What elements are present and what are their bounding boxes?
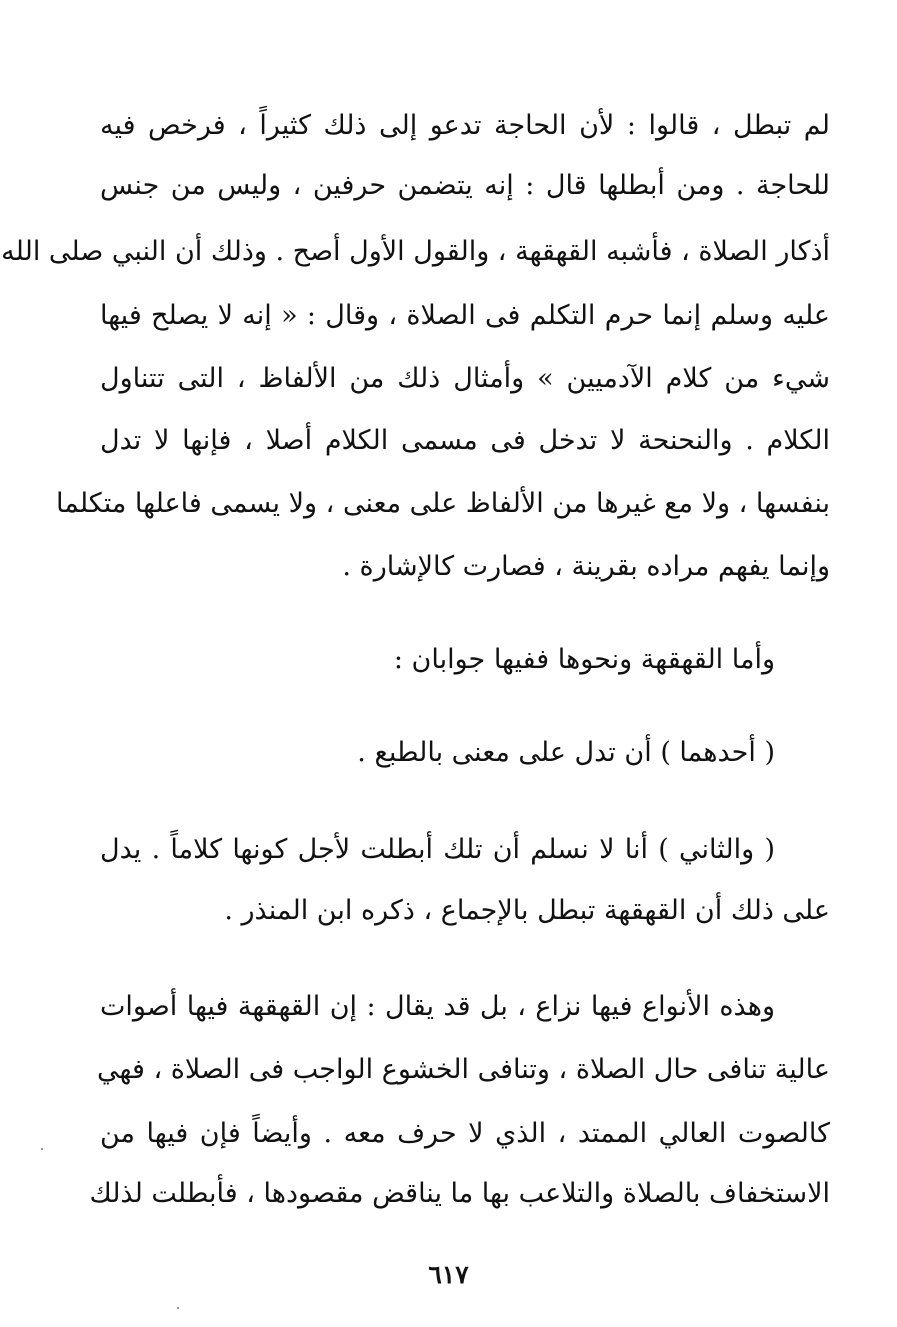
text-line: بنفسها ، ولا مع غيرها من الألفاظ على معنى ، ولا يسمى فاعلها متكلما (56, 488, 830, 519)
second-answer-continuation: على ذلك أن القهقهة تبطل بالإجماع ، ذكره ابن المنذر . (224, 895, 830, 926)
paragraph-end-line: وإنما يفهم مراده بقرينة ، فصارت كالإشارة . (342, 551, 830, 582)
page-number: ٦١٧ (428, 1260, 469, 1289)
text-line: لم تبطل ، قالوا : لأن الحاجة تدعو إلى ذلك كثيراً ، فرخص فيه (100, 110, 830, 141)
body-text (1, 0, 830, 1240)
text-line: الاستخفاف بالصلاة والتلاعب بها ما يناقض مقصودها ، فأبطلت لذلك (89, 1178, 830, 1209)
text-line: عالية تنافى حال الصلاة ، وتنافى الخشوع الواجب فى الصلاة ، فهي (97, 1054, 830, 1085)
text-line: الكلام . والنحنحة لا تدخل فى مسمى الكلام أصلا ، فإنها لا تدل (100, 425, 830, 456)
section-intro-line: وأما القهقهة ونحوها ففيها جوابان : (393, 644, 775, 675)
first-answer-line: ( أحدهما ) أن تدل على معنى بالطبع . (357, 737, 775, 768)
scan-speck (41, 1148, 43, 1150)
text-line: عليه وسلم إنما حرم التكلم فى الصلاة ، وقال : « إنه لا يصلح فيها (100, 300, 830, 331)
text-line: كالصوت العالي الممتد ، الذي لا حرف معه . وأيضاً فإن فيها من (100, 1118, 830, 1149)
text-line: للحاجة . ومن أبطلها قال : إنه يتضمن حرفين ، وليس من جنس (100, 170, 830, 201)
scan-speck (177, 1307, 179, 1309)
text-line: وهذه الأنواع فيها نزاع ، بل قد يقال : إن القهقهة فيها أصوات (100, 991, 775, 1022)
second-answer-line: ( والثاني ) أنا لا نسلم أن تلك أبطلت لأجل كونها كلاماً . يدل (100, 834, 775, 865)
text-line: شيء من كلام الآدميين » وأمثال ذلك من الألفاظ ، التى تتناول (100, 363, 830, 394)
text-line: أذكار الصلاة ، فأشبه القهقهة ، والقول الأول أصح . وذلك أن النبي صلى الله (1, 236, 830, 267)
